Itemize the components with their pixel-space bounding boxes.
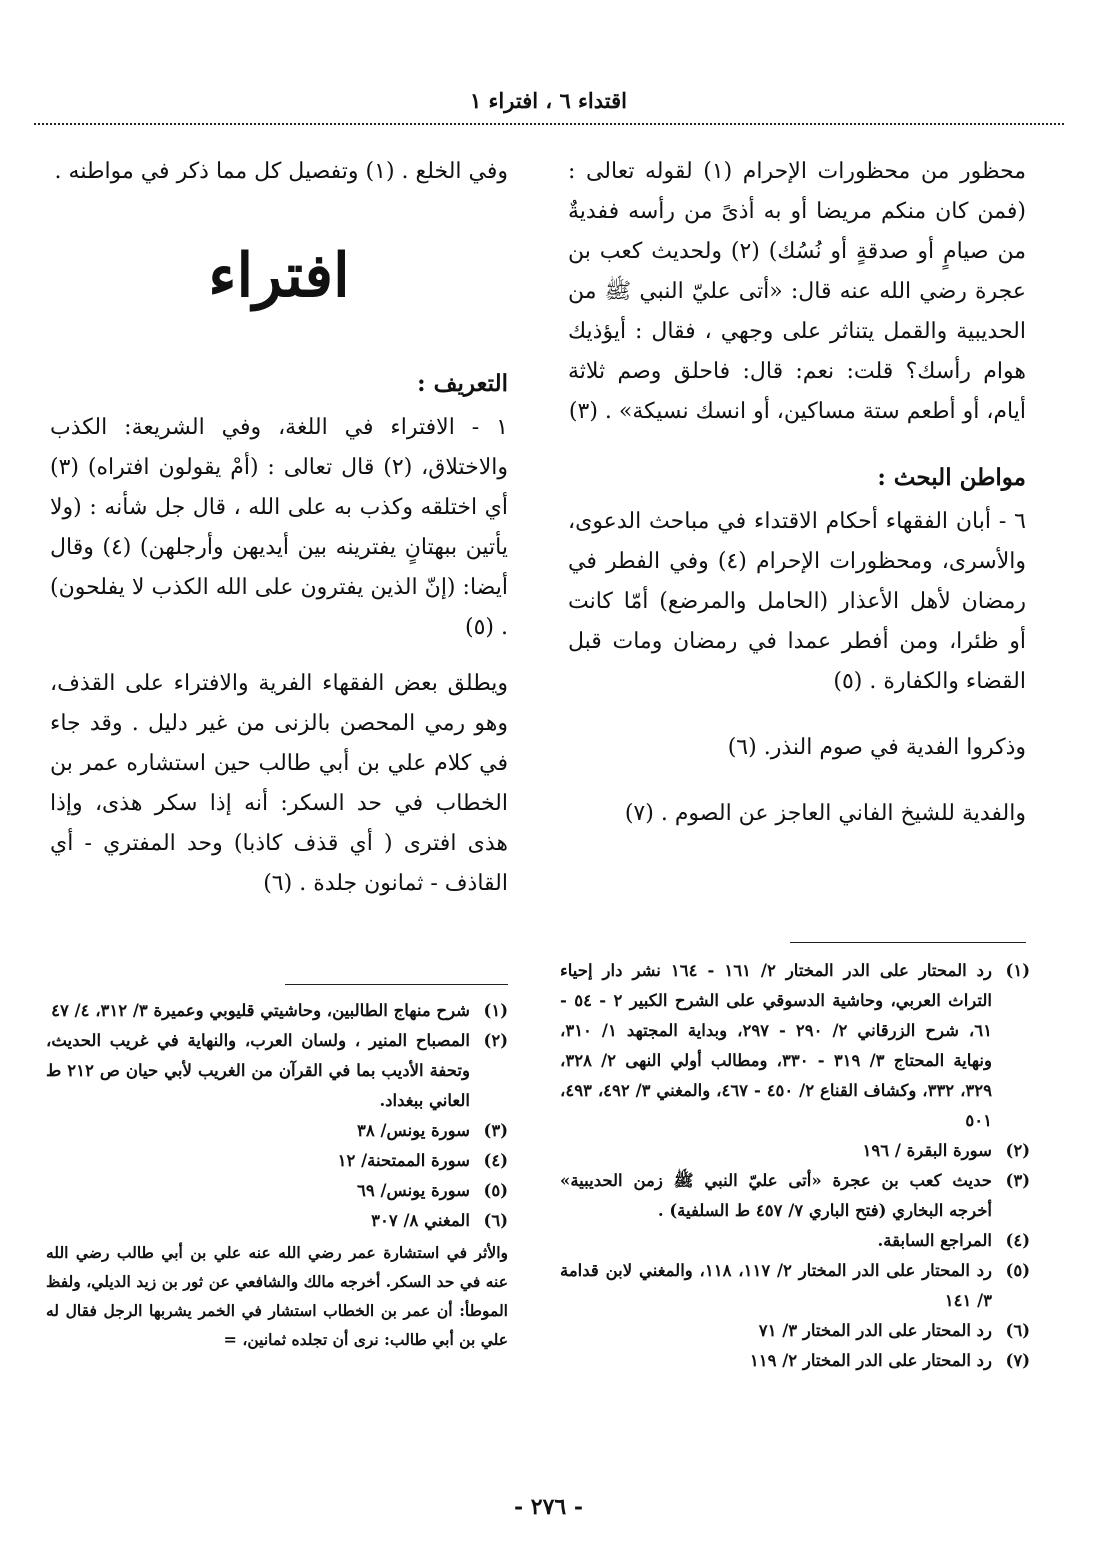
footnote-number: (٥): [1005, 1261, 1030, 1280]
footnote-item: [46, 1206, 508, 1236]
footnote-text: سورة يونس/ ٣٨: [357, 1121, 470, 1140]
right-paragraph-4: والفدية للشيخ الفاني العاجز عن الصوم . (٧): [624, 801, 1026, 826]
right-column: [568, 152, 1026, 834]
footnote-text: سورة يونس/ ٦٩: [357, 1181, 470, 1200]
footnote-continuation: [46, 1238, 508, 1354]
footnote-number: (٧): [1005, 1351, 1030, 1370]
footnote-text: رد المحتار على الدر المختار ٢/ ١٦١ - ١٦٤ نشر دار إحياء التراث العربي، وحاشية الدسوقي على الشرح الكبير ٢ - ٥٤ - ٦١، شرح الزرقاني ٢/ ٢٩٠ - ٢٩٧، وبداية المجتهد ١/ ٣١٠، ونهاية المحتاج ٣/ ٣١٩ - ٣٣٠، ومطالب أولي النهى ٢/ ٣٢٨، ٣٢٩، ٣٣٢، وكشاف القناع ٢/ ٤٥٠ - ٤٦٧، والمغني ٣/ ٤٩٢، ٤٩٣، ٥٠١: [560, 961, 992, 1130]
header-dotted-rule: [34, 123, 1064, 125]
footnote-number: (٤): [1005, 1231, 1030, 1250]
footnote-item: [560, 1226, 1030, 1256]
footnote-item: [46, 1176, 508, 1206]
footnotes-left: [46, 996, 508, 1354]
footnote-number: (٣): [1005, 1171, 1030, 1190]
left-paragraph-2: ويطلق بعض الفقهاء الفرية والافتراء على القذف، وهو رمي المحصن بالزنى من غير دليل . وقد جاء في كلام علي بن أبي طالب حين استشاره عمر بن الخطاب في حد السكر: أنه إذا سكر هذى، وإذا هذى افترى ( أي قذف كاذبا) وحد المفتري - أي القاذف - ثمانون جلدة . (٦): [50, 671, 508, 896]
left-paragraph-0: وفي الخلع . (١) وتفصيل كل مما ذكر في مواطنه .: [54, 159, 508, 184]
right-paragraph-2: ٦ - أبان الفقهاء أحكام الاقتداء في مباحث الدعوى، والأسرى، ومحظورات الإحرام (٤) وفي الفطر في رمضان لأهل الأعذار (الحامل والمرضع) أمّا كانت أو ظئرا، ومن أفطر عمدا في رمضان ومات قبل القضاء والكفارة . (٥): [568, 509, 1026, 694]
footnote-item: [560, 1136, 1030, 1166]
footnote-item: [46, 1146, 508, 1176]
page-number: - ٢٧٦ -: [513, 1494, 584, 1520]
left-column: [50, 152, 508, 904]
footnote-item: [560, 956, 1030, 1136]
footnote-text: سورة البقرة / ١٩٦: [862, 1141, 992, 1160]
footnote-number: (١): [1005, 961, 1030, 980]
footnote-number: (٥): [483, 1181, 508, 1200]
footnote-separator-left: [285, 984, 508, 985]
footnote-text: حديث كعب بن عجرة «أتى عليّ النبي ﷺ زمن الحديبية» أخرجه البخاري (فتح الباري ٧/ ٤٥٧ ط السلفية) .: [560, 1171, 992, 1220]
continuation-mark: =: [223, 1330, 237, 1349]
footnote-number: (٢): [483, 1031, 508, 1050]
footnotes-right: [560, 956, 1030, 1376]
section-heading-research-locations: مواطن البحث :: [877, 464, 1026, 491]
footnote-continuation-text: والأثر في استشارة عمر رضي الله عنه علي بن أبي طالب رضي الله عنه في حد السكر. أخرجه مالك والشافعي عن ثور بن زيد الديلي، ولفظ الموطأ: أن عمر بن الخطاب استشار في الخمر يشربها الرجل فقال له علي بن أبي طالب: نرى أن تجلده ثمانين،: [46, 1243, 508, 1349]
right-paragraph-3: وذكروا الفدية في صوم النذر. (٦): [727, 735, 1026, 760]
footnote-text: رد المحتار على الدر المختار ٢/ ١١٩: [749, 1351, 992, 1370]
footnote-text: المراجع السابقة.: [877, 1231, 992, 1250]
footnote-number: (٦): [1005, 1321, 1030, 1340]
entry-title: افتراء: [208, 241, 350, 311]
footnote-text: المصباح المنير ، ولسان العرب، والنهاية في غريب الحديث، وتحفة الأديب بما في القرآن من الغريب لأبي حيان ص ٢١٢ ط العاني ببغداد.: [46, 1031, 470, 1110]
footnote-number: (٢): [1005, 1141, 1030, 1160]
footnote-item: [46, 1116, 508, 1146]
footnote-number: (١): [483, 1001, 508, 1020]
footnote-item: [560, 1256, 1030, 1316]
footnote-text: المغني ٨/ ٣٠٧: [371, 1211, 470, 1230]
footnote-number: (٤): [483, 1151, 508, 1170]
running-header: اقتداء ٦ ، افتراء ١: [469, 88, 628, 113]
section-heading-definition: التعريف :: [417, 370, 508, 397]
footnote-separator-right: [790, 942, 1026, 943]
footnote-item: [46, 1026, 508, 1116]
left-paragraph-1: ١ - الافتراء في اللغة، وفي الشريعة: الكذب والاختلاق، (٢) قال تعالى : (أمْ يقولون افتراه) (٣) أي اختلقه وكذب به على الله ، قال جل شأنه : (ولا يأتين ببهتانٍ يفترينه بين أيديهن وأرجلهن) (٤) وقال أيضا: (إنّ الذين يفترون على الله الكذب لا يفلحون) . (٥): [50, 415, 508, 640]
footnote-number: (٣): [483, 1121, 508, 1140]
footnote-item: [560, 1166, 1030, 1226]
footnote-text: شرح منهاج الطالبين، وحاشيتي قليوبي وعميرة ٣/ ٣١٢، ٤/ ٤٧: [51, 1001, 470, 1020]
right-paragraph-1: محظور من محظورات الإحرام (١) لقوله تعالى : (فمن كان منكم مريضا أو به أذىً من رأسه ففديةٌ من صيامٍ أو صدقةٍ أو نُسُك) (٢) ولحديث كعب بن عجرة رضي الله عنه قال: «أتى عليّ النبي ﷺ من الحديبية والقمل يتناثر على وجهي ، فقال : أيؤذيك هوام رأسك؟ قلت: نعم: قال: فاحلق وصم ثلاثة أيام، أو أطعم ستة مساكين، أو انسك نسيكة» . (٣): [568, 159, 1026, 424]
footnote-item: [560, 1316, 1030, 1346]
footnote-item: [46, 996, 508, 1026]
footnote-number: (٦): [483, 1211, 508, 1230]
footnote-item: [560, 1346, 1030, 1376]
footnote-text: رد المحتار على الدر المختار ٣/ ٧١: [758, 1321, 992, 1340]
footnote-text: سورة الممتحنة/ ١٢: [337, 1151, 470, 1170]
footnote-text: رد المحتار على الدر المختار ٢/ ١١٧، ١١٨، والمغني لابن قدامة ٣/ ١٤١: [560, 1261, 993, 1310]
